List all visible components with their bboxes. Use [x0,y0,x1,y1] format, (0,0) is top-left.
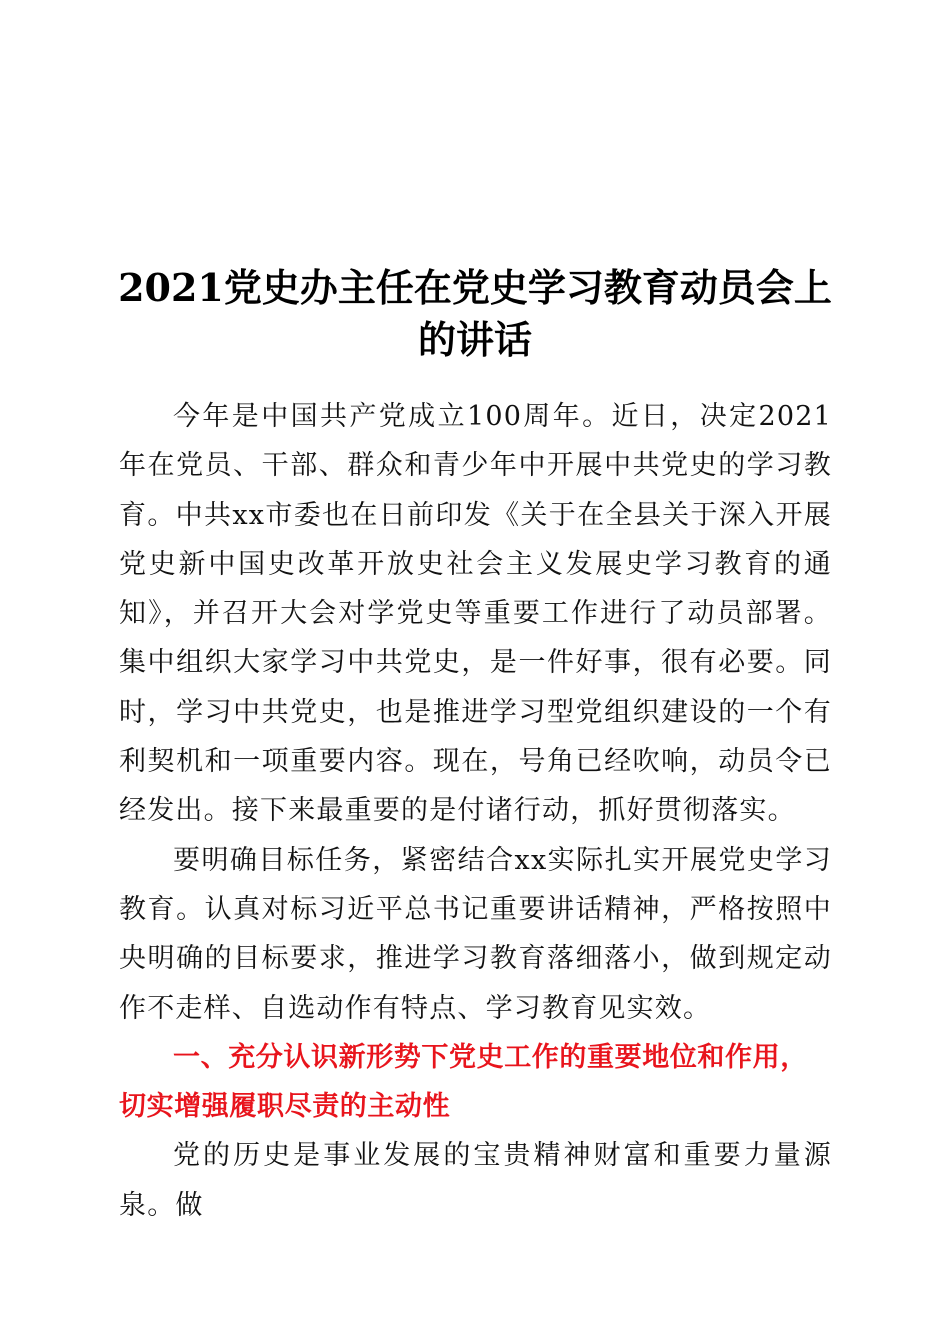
paragraph-section-1: 党的历史是事业发展的宝贵精神财富和重要力量源泉。做 [119,1140,832,1221]
paragraph-intro: 今年是中国共产党成立100周年。近日，决定2021年在党员、干部、群众和青少年中开展中共党史的学习教育。中共xx市委也在日前印发《关于在全县关于深入开展党史新中国史改革开放史社会主义发展史学习教育的通知》，并召开大会对学党史等重要工作进行了动员部署。集中组织大家学习中共党史，是一件好事，很有必要。同时，学习中共党史，也是推进学习型党组织建设的一个有利契机和一项重要内容。现在，号角已经吹响，动员令已经发出。接下来最重要的是付诸行动，抓好贯彻落实。 [119,401,832,827]
document-body [119,392,832,1230]
document-title: 2021党史办主任在党史学习教育动员会上的讲话 [118,265,832,362]
section-heading-1: 一、充分认识新形势下党史工作的重要地位和作用，切实增强履职尽责的主动性 [119,1041,808,1123]
paragraph-goals: 要明确目标任务，紧密结合xx实际扎实开展党史学习教育。认真对标习近平总书记重要讲话精神，严格按照中央明确的目标要求，推进学习教育落细落小，做到规定动作不走样、自选动作有特点、学习教育见实效。 [119,844,832,1024]
